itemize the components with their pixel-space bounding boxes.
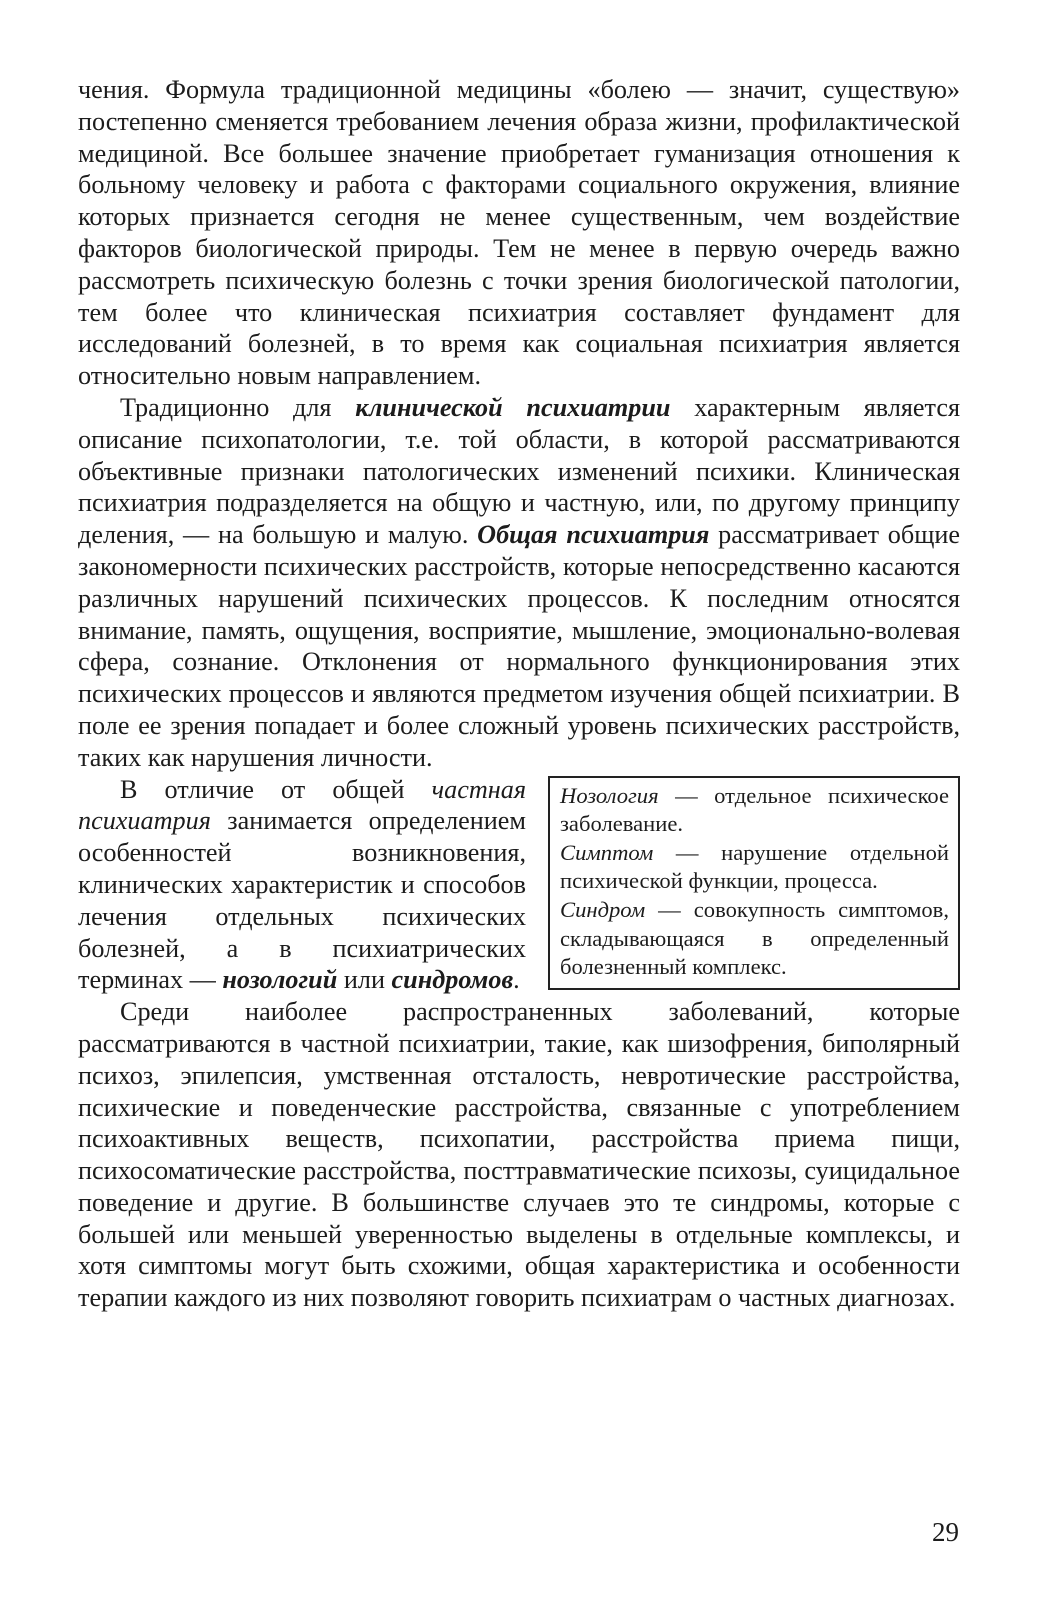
definitions-box [548, 776, 960, 990]
definition-term: Симптом [560, 839, 654, 865]
paragraph-3-text-a: В отличие от общей [120, 774, 432, 804]
paragraph-1: чения. Формула традиционной медицины «болею — значит, существую» постепенно сменяется требованием лечения образа жизни, профилактической медициной. Все большее значение приобретает гуманизация отношения к больному человеку и работа с факторами социального окружения, влияние которых признается сегодня не менее существенным, чем воздействие факторов биологической природы. Тем не менее в первую очередь важно рассмотреть психическую болезнь с точки зрения биологической патологии, тем более что клиническая психиатрия составляет фундамент для исследований болезней, в то время как социальная психиатрия является относительно новым направлением. [78, 75, 960, 391]
definition-text: — нарушение отдельной психической функции, процесса. [560, 839, 949, 894]
paragraph-2-text-c: рассматривает общие закономерности психических расстройств, которые непосредственно касаются различных нарушений психических процессов. К последним относятся внимание, память, ощущения, восприятие, мышление, эмоционально-волевая сфера, сознание. Отклонения от нормального функционирования этих психических процессов и являются предметом изучения общей психиатрии. В поле ее зрения попадает и более сложный уровень психических расстройств, таких как нарушения личности. [78, 520, 961, 772]
paragraph-4: Среди наиболее распространенных заболеваний, которые рассматриваются в частной психиатрии, такие, как шизофрения, биполярный психоз, эпилепсия, умственная отсталость, невротические расстройства, психические и поведенческие расстройства, связанные с употреблением психоактивных веществ, психопатии, расстройства приема пищи, психосоматические расстройства, посттравматические психозы, суицидальное поведение и другие. В большинстве случаев это те синдромы, которые с большей или меньшей уверенностью выделены в отдельные комплексы, и хотя симптомы могут быть схожими, общая характеристика и особенности терапии каждого из них позволяют говорить психиатрам о частных диагнозах. [78, 997, 960, 1313]
definition-term: Синдром [560, 896, 646, 922]
paragraph-3-text-d: . [513, 965, 520, 995]
term-syndromes: синдромов [391, 965, 514, 995]
page-body [78, 74, 960, 1314]
page-number: 29 [932, 1517, 959, 1547]
term-nosologies: нозологий [222, 965, 338, 995]
term-special-psychiatry: частная психиатрия [78, 774, 526, 836]
definition-text: — отдельное психическое заболевание. [560, 782, 949, 837]
definition-text: — совокупность симптомов, складывающаяся в определенный болезненный комплекс. [560, 896, 949, 980]
definition-term: Нозология [560, 782, 659, 808]
paragraph-3-text-c: или [337, 965, 392, 995]
definition-nosology [560, 782, 949, 839]
term-clinical-psychiatry: клинической психиатрии [355, 392, 671, 422]
definition-symptom [560, 839, 949, 896]
paragraph-2 [78, 392, 960, 774]
paragraph-2-text-a: Традиционно для [120, 392, 356, 422]
paragraph-2-text-b: характерным является описание психопатологии, т.е. той области, в которой рассматриваются объективные признаки патологических изменений психики. Клиническая психиатрия подразделяется на общую и частную, или, по другому принципу деления, — на большую и малую. [78, 392, 960, 550]
definition-syndrome [560, 896, 949, 982]
paragraph-3-text-b: занимается определением особенностей возникновения, клинических характеристик и способов лечения отдельных психических болезней, а в психиатрических терминах — [78, 806, 526, 995]
term-general-psychiatry: Общая психиатрия [477, 520, 710, 550]
